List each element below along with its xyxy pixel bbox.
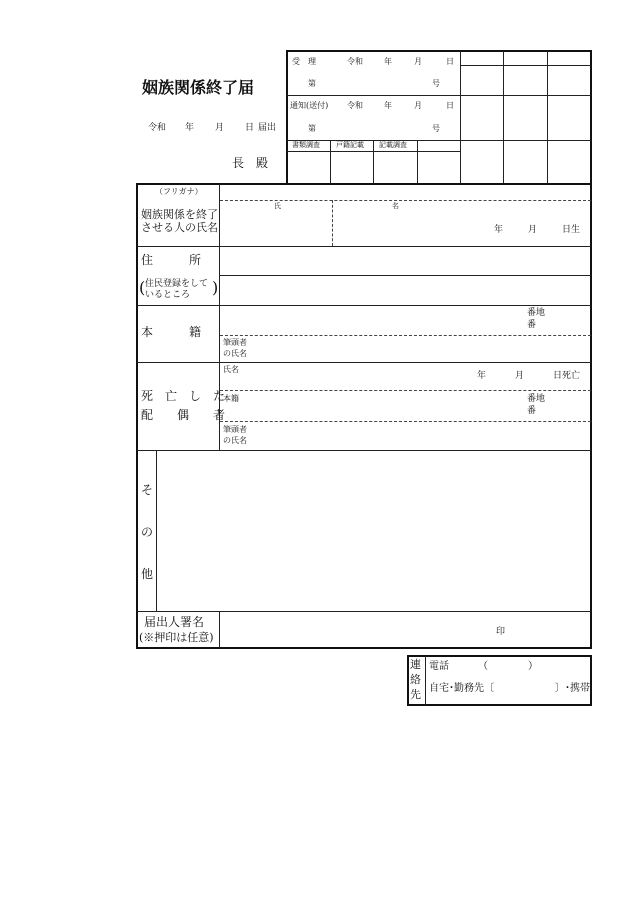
honseki-head-2: の氏名 <box>223 349 247 358</box>
notice-number-suffix: 号 <box>432 124 440 133</box>
signature-label-2: (※押印は任意) <box>139 631 214 644</box>
receipt-month: 月 <box>414 57 422 66</box>
spouse-head-1: 筆頭者 <box>223 425 247 434</box>
phone-label: 電話 <box>429 661 449 672</box>
other-char-3: 他 <box>141 567 154 581</box>
surname-field[interactable] <box>221 212 330 244</box>
filing-month: 月 <box>215 123 225 133</box>
notice-number-prefix: 第 <box>308 124 316 133</box>
notice-label: 通知(送付) <box>290 101 329 110</box>
surname-label: 氏 <box>274 202 281 210</box>
death-year-label: 年 <box>477 371 487 381</box>
person-label-1: 姻族関係を終了 <box>141 208 218 221</box>
death-day-label: 日死亡 <box>553 371 581 381</box>
phone-paren: （ ） <box>478 661 538 672</box>
check-document: 書類調査 <box>292 141 320 149</box>
spouse-head-2: の氏名 <box>223 436 247 445</box>
other-field[interactable] <box>158 452 589 609</box>
check-registry: 戸籍記載 <box>336 141 364 149</box>
honseki-banchi: 番地 <box>527 308 546 318</box>
contact-side-1: 連 <box>410 658 421 671</box>
receipt-number-prefix: 第 <box>308 79 316 88</box>
furigana-field[interactable] <box>221 187 589 199</box>
person-label-2: させる人の氏名 <box>141 221 218 234</box>
spouse-name-field[interactable] <box>245 364 470 388</box>
address-note-1: 住民登録をして <box>145 279 209 289</box>
phone-field[interactable] <box>500 660 540 674</box>
honseki-ban: 番 <box>527 320 537 330</box>
contact-side-2: 絡 <box>410 673 421 686</box>
honseki-label: 本 籍 <box>141 325 202 339</box>
paren-close: ) <box>212 278 219 297</box>
paren-open: ( <box>139 278 146 297</box>
contact-where-end: 〕･携帯 <box>555 683 590 694</box>
birth-year-label: 年 <box>494 225 504 235</box>
check-entry: 記載調査 <box>379 141 407 149</box>
spouse-head-field[interactable] <box>254 424 589 448</box>
birth-day-label: 日生 <box>562 225 581 235</box>
receipt-day: 日 <box>446 57 454 66</box>
contact-where: 自宅･勤務先〔 <box>429 683 494 694</box>
form-title: 姻族関係終了届 <box>142 78 255 97</box>
spouse-label-2: 配 偶 者 <box>141 408 226 422</box>
honseki-field[interactable] <box>221 308 521 333</box>
other-char-2: の <box>141 525 154 539</box>
honseki-head-1: 筆頭者 <box>223 338 247 347</box>
spouse-banchi: 番地 <box>527 394 546 404</box>
address-label: 住 所 <box>141 253 202 267</box>
honseki-head-field[interactable] <box>254 338 589 360</box>
furigana-label: （フリガナ） <box>155 187 203 196</box>
filing-day: 日 <box>245 123 255 133</box>
filing-year: 年 <box>185 123 195 133</box>
notice-year: 年 <box>384 101 392 110</box>
given-name-field[interactable] <box>334 212 474 244</box>
address-note-2: いるところ <box>145 290 191 300</box>
contact-where-field[interactable] <box>492 682 552 696</box>
spouse-honseki-field[interactable] <box>245 393 520 419</box>
spouse-honseki-label: 本籍 <box>223 394 239 403</box>
spouse-label-1: 死 亡 し た <box>141 389 226 403</box>
spouse-ban: 番 <box>527 406 537 416</box>
filing-suffix: 届出 <box>258 123 277 133</box>
birth-month-label: 月 <box>528 225 538 235</box>
signature-field[interactable] <box>221 613 491 646</box>
filing-era: 令和 <box>148 123 167 133</box>
contact-side-3: 先 <box>410 688 421 701</box>
receipt-year: 年 <box>384 57 392 66</box>
address-field[interactable] <box>221 249 589 273</box>
notice-month: 月 <box>414 101 422 110</box>
addressee: 長 殿 <box>232 156 269 170</box>
notice-day: 日 <box>446 101 454 110</box>
receipt-number-suffix: 号 <box>432 79 440 88</box>
receipt-era: 令和 <box>347 57 363 66</box>
seal-label: 印 <box>496 627 506 637</box>
receipt-label: 受 理 <box>292 57 316 66</box>
signature-label-1: 届出人署名 <box>144 615 205 629</box>
given-name-label: 名 <box>392 202 399 210</box>
address-field-2[interactable] <box>221 277 589 303</box>
notice-era: 令和 <box>347 101 363 110</box>
spouse-name-label: 氏名 <box>223 365 239 374</box>
other-char-1: そ <box>141 483 154 497</box>
death-month-label: 月 <box>515 371 525 381</box>
